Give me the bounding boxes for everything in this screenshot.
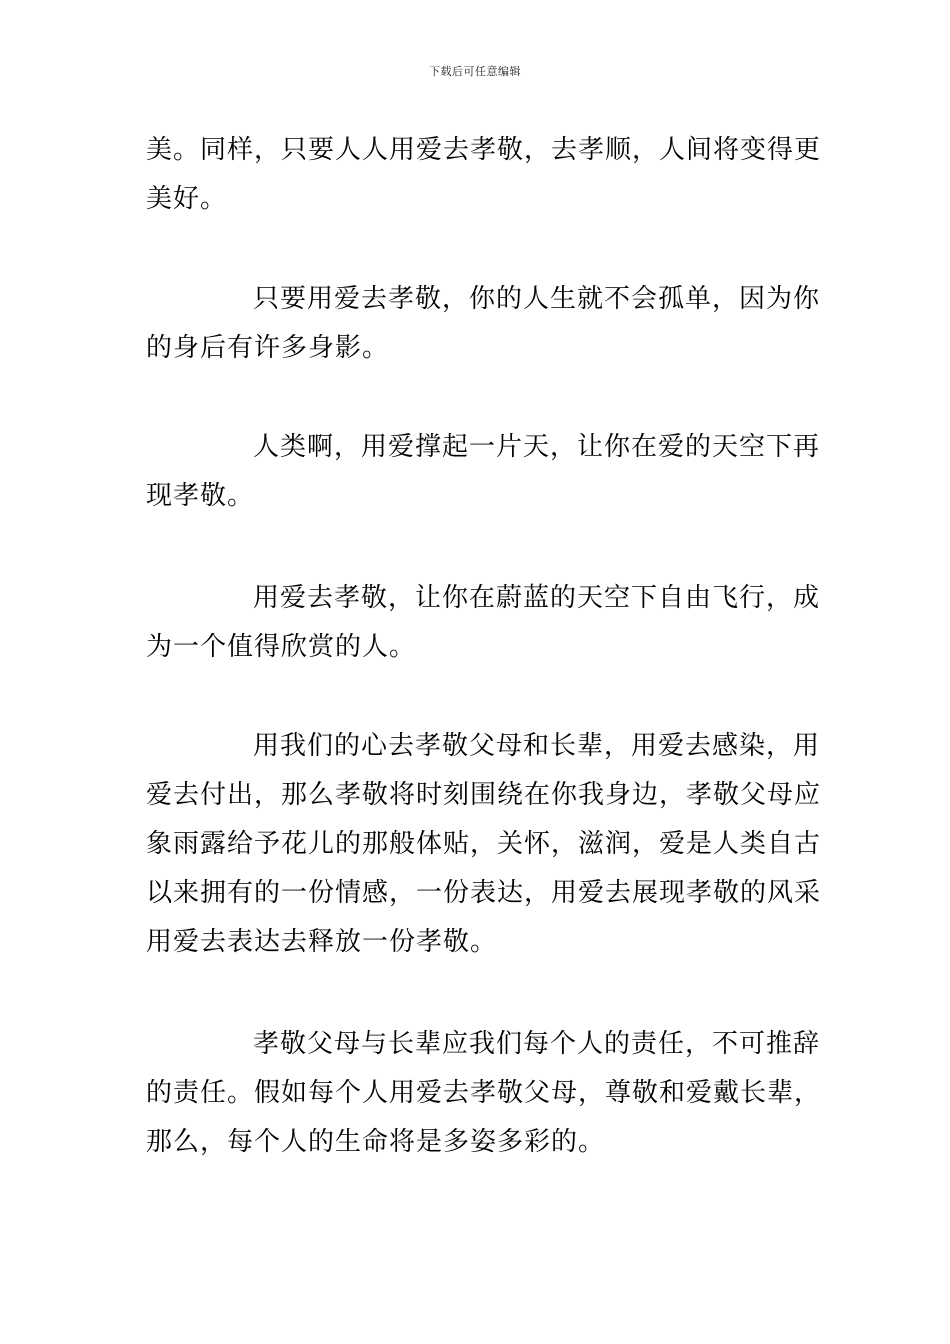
paragraph-line: 现孝敬。 — [146, 481, 255, 511]
paragraph-3 — [146, 423, 821, 521]
paragraph-line: 以来拥有的一份情感，一份表达，用爱去展现孝敬的风采 — [146, 878, 822, 908]
paragraph-line: 美好。 — [146, 184, 228, 214]
paragraph-line: 美。同样，只要人人用爱去孝敬，去孝顺，人间将变得更 — [146, 135, 822, 165]
paragraph-line: 那么，每个人的生命将是多姿多彩的。 — [146, 1127, 606, 1157]
paragraph-line: 爱去付出，那么孝敬将时刻围绕在你我身边，孝敬父母应 — [146, 780, 822, 810]
paragraph-line: 孝敬父母与长辈应我们每个人的责任，不可推辞 — [253, 1029, 821, 1059]
paragraph-1 — [146, 126, 822, 224]
paragraph-5 — [146, 722, 822, 967]
paragraph-line: 只要用爱去孝敬，你的人生就不会孤单，因为你 — [253, 284, 821, 314]
paragraph-line: 用爱去孝敬，让你在蔚蓝的天空下自由飞行，成 — [253, 583, 821, 613]
paragraph-6 — [146, 1020, 822, 1167]
paragraph-line: 象雨露给予花儿的那般体贴，关怀，滋润，爱是人类自古 — [146, 829, 822, 859]
paragraph-4 — [146, 574, 821, 672]
paragraph-line: 的身后有许多身影。 — [146, 333, 390, 363]
page-header: 下载后可任意编辑 — [429, 65, 521, 78]
paragraph-2 — [146, 275, 821, 373]
paragraph-line: 为一个值得欣赏的人。 — [146, 632, 417, 662]
paragraph-line: 用我们的心去孝敬父母和长辈，用爱去感染，用 — [253, 731, 821, 761]
paragraph-line: 人类啊，用爱撑起一片天，让你在爱的天空下再 — [253, 432, 821, 462]
paragraph-line: 的责任。假如每个人用爱去孝敬父母，尊敬和爱戴长辈， — [146, 1078, 822, 1108]
paragraph-line: 用爱去表达去释放一份孝敬。 — [146, 927, 498, 957]
